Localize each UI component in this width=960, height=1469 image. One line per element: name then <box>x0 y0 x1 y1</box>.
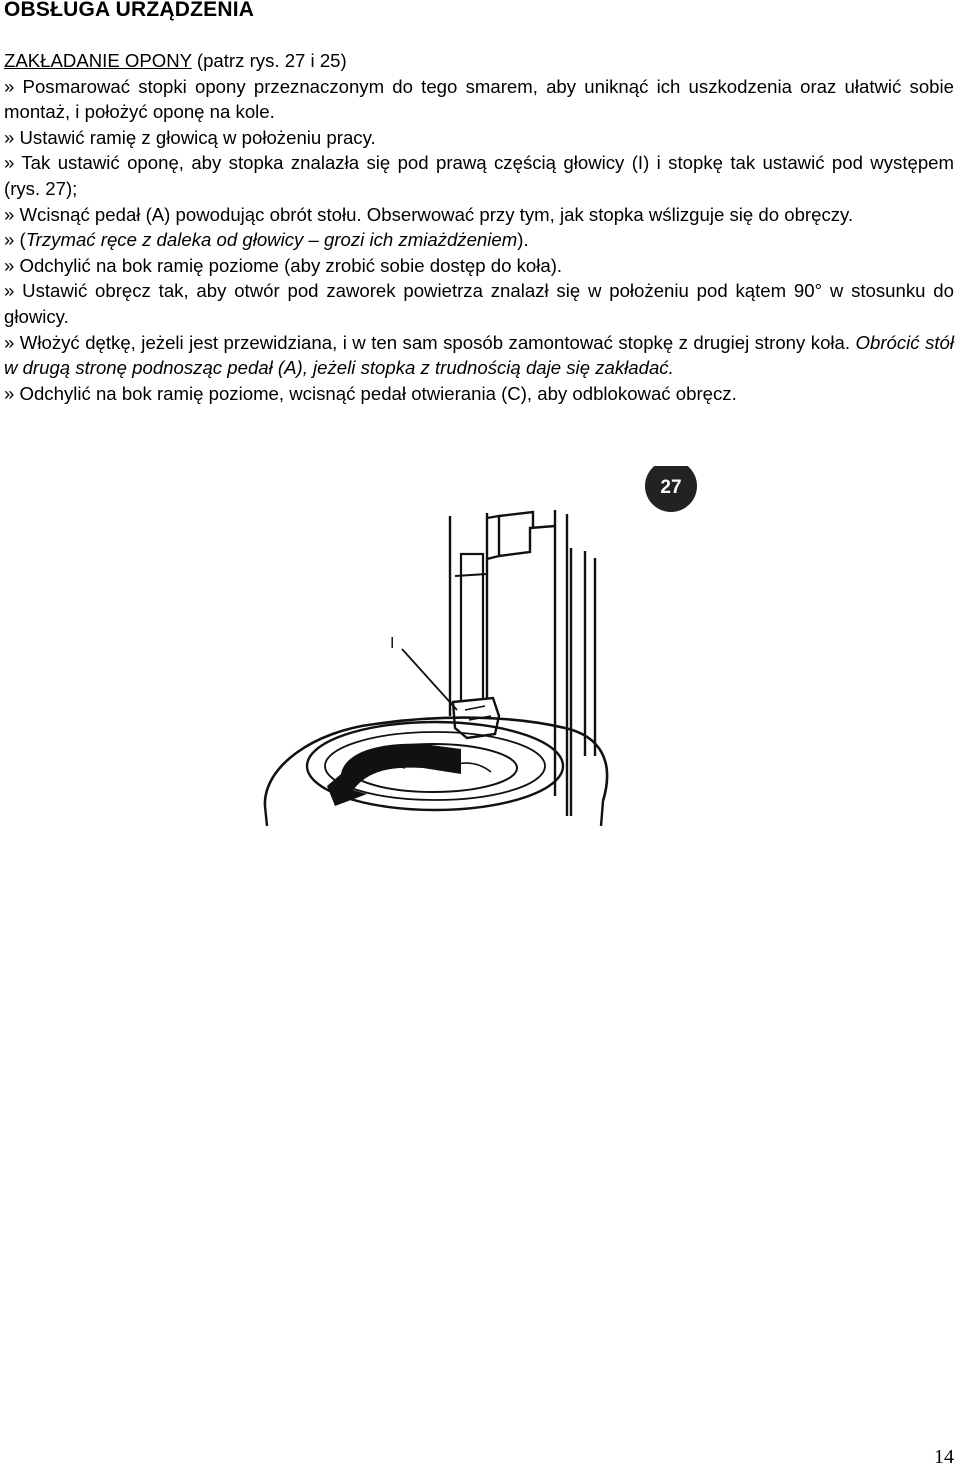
document-body <box>4 48 954 406</box>
rotation-arrow <box>327 744 461 806</box>
figure-badge-number: 27 <box>660 477 682 498</box>
warning-suffix: ). <box>517 229 529 251</box>
step-swing-arm-aside: » Odchylić na bok ramię poziome (aby zrobić sobie dostęp do koła). <box>4 254 563 276</box>
section-title <box>4 48 954 74</box>
figure-27 <box>255 466 705 826</box>
step-release-rim: » Odchylić na bok ramię poziome, wcisnąć pedał otwierania (C), aby odblokować obręcz. <box>4 382 737 404</box>
section-title-text: ZAKŁADANIE OPONY <box>4 50 192 71</box>
step-safety-warning <box>4 227 954 253</box>
insert-tube-text: » Włożyć dętkę, jeżeli jest przewidziana, i w ten sam sposób zamontować stopkę z drugiej strony koła. <box>4 331 851 353</box>
page-heading: OBSŁUGA URZĄDZENIA <box>4 0 255 21</box>
machine-column <box>450 510 595 816</box>
step-insert-tube <box>4 330 954 381</box>
step-lubricate-tyre: » Posmarować stopki opony przeznaczonym do tego smarem, aby uniknąć ich uszkodzenia oraz ułatwić sobie montaż, i położyć oponę na kole. <box>4 75 954 123</box>
step-position-tyre: » Tak ustawić oponę, aby stopka znalazła się pod prawą częścią głowicy (I) i stopkę tak ustawić pod występem (rys. 27); <box>4 152 954 199</box>
figure-27-illustration <box>255 466 705 826</box>
warning-prefix: » ( <box>4 229 26 251</box>
step-position-rim-valve: » Ustawić obręcz tak, aby otwór pod zaworek powietrza znalazł się w położeniu pod kątem 90° w stosunku do głowicy. <box>4 280 954 327</box>
insert-tube-italic-note: Obrócić stół w drugą stronę podnosząc pedał (A), jeżeli stopka z trudnością daje się zakładać. <box>4 331 955 379</box>
section-figure-reference: (patrz rys. 27 i 25) <box>191 50 347 71</box>
mounting-head <box>453 554 499 738</box>
warning-italic-text: Trzymać ręce z daleka od głowicy – grozi ich zmiażdżeniem <box>25 229 518 251</box>
page-number: 14 <box>934 1446 954 1468</box>
callout-label: I <box>390 635 395 652</box>
step-arm-working-position: » Ustawić ramię z głowicą w położeniu pracy. <box>4 126 376 148</box>
callout-line <box>402 649 457 710</box>
step-press-pedal: » Wcisnąć pedał (A) powodując obrót stołu. Obserwować przy tym, jak stopka wślizguje się do obręczy. <box>4 203 854 225</box>
